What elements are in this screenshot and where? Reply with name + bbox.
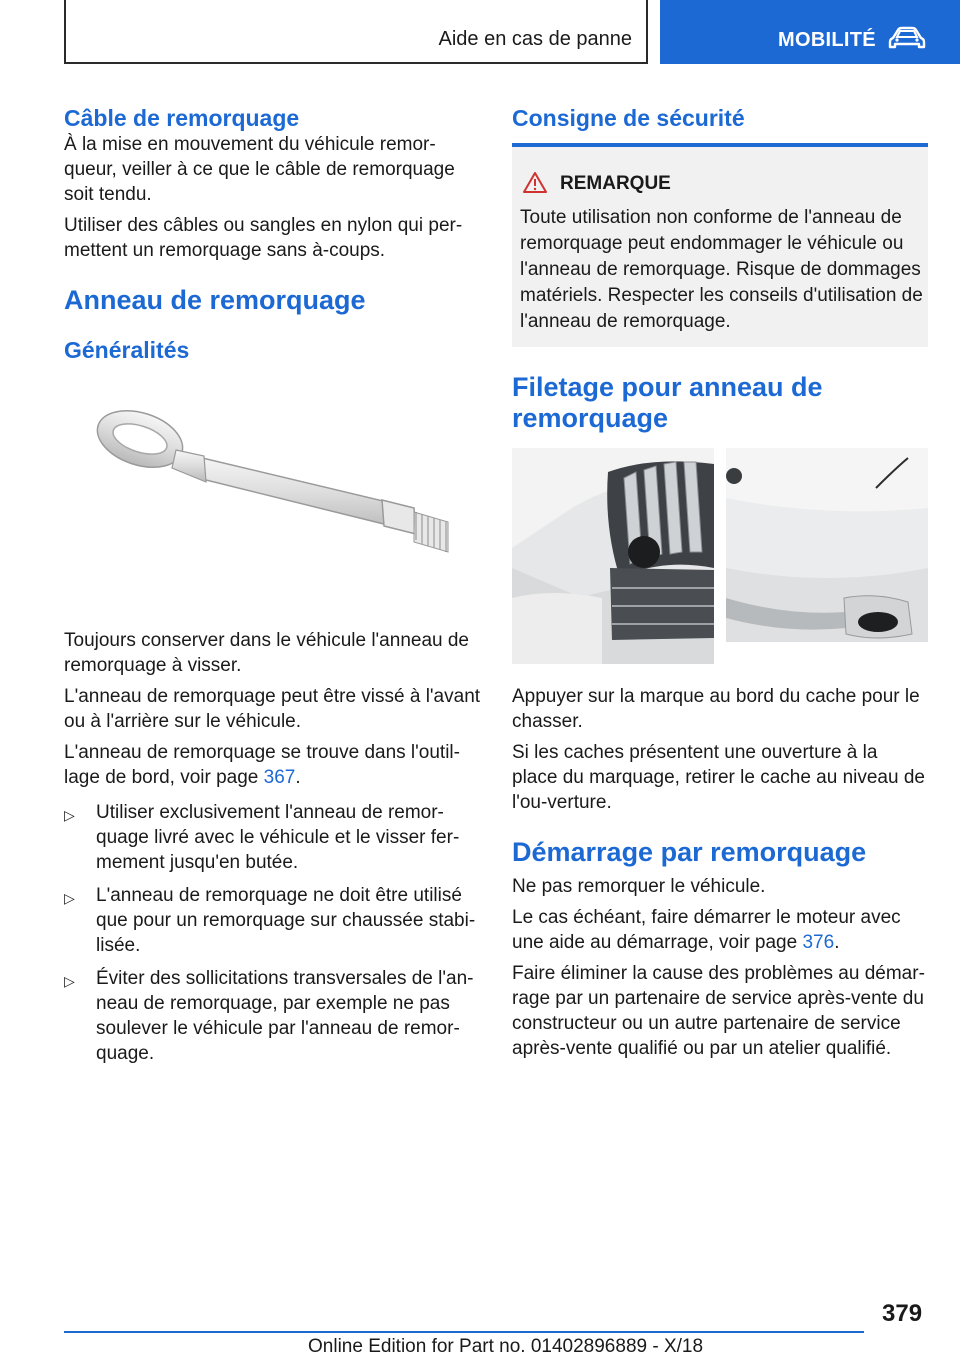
cable-paragraph-1: À la mise en mouvement du véhicule remor-queur, veiller à ce que le câble de remorquage soit tendu. bbox=[64, 134, 455, 205]
list-item bbox=[64, 966, 484, 1066]
ring-paragraph-1: Toujours conserver dans le véhicule l'anneau de remorquage à visser. bbox=[64, 630, 469, 676]
general-heading: Généralités bbox=[64, 337, 190, 363]
thread-section bbox=[512, 372, 928, 434]
tow-start-paragraph-3: Faire éliminer la cause des problèmes au démar-rage par un partenaire de service après-vente du constructeur ou un autre partenaire de service après-vente qualifié ou par un atelier qualifié. bbox=[512, 963, 925, 1059]
footer-divider bbox=[64, 1331, 864, 1333]
right-column-top bbox=[512, 104, 928, 132]
list-item-text: Éviter des sollicitations transversales de l'an-neau de remorquage, par exemple ne pas soulever le véhicule par l'anneau de remor-quage. bbox=[96, 968, 474, 1064]
safety-note-box bbox=[512, 143, 928, 347]
ring-paragraph-3 bbox=[64, 740, 484, 790]
ring-heading: Anneau de remorquage bbox=[64, 285, 366, 315]
ring-paragraph-3-end: . bbox=[295, 767, 301, 788]
cable-paragraph-2: Utiliser des câbles ou sangles en nylon qui per-mettent un remorquage sans à-coups. bbox=[64, 215, 463, 261]
rear-bumper-photo bbox=[726, 448, 928, 642]
note-text: Toute utilisation non conforme de l'anneau de remorquage peut endommager le véhicule ou l'anneau de remorquage. Risque de dommages matériels. Respecter les conseils d'utilisation de l'anneau de remorquage. bbox=[520, 207, 923, 332]
triangle-bullet-icon: ▷ bbox=[64, 807, 75, 823]
tow-start-paragraph-1: Ne pas remorquer le véhicule. bbox=[512, 876, 766, 897]
ring-paragraph-3-text: L'anneau de remorquage se trouve dans l'outil-lage de bord, voir page bbox=[64, 742, 460, 788]
tow-start-paragraph-2-text: Le cas échéant, faire démarrer le moteur avec une aide au démarrage, voir page bbox=[512, 907, 901, 953]
ring-bullet-list bbox=[64, 800, 484, 1066]
tow-ring-illustration bbox=[64, 384, 484, 604]
mobility-tab-label: MOBILITÉ bbox=[778, 29, 876, 51]
page-link-376[interactable]: 376 bbox=[802, 932, 835, 953]
triangle-bullet-icon: ▷ bbox=[64, 890, 75, 906]
note-title: REMARQUE bbox=[560, 173, 671, 194]
safety-heading: Consigne de sécurité bbox=[512, 105, 745, 131]
header-section-box bbox=[64, 0, 648, 64]
warning-triangle-icon bbox=[522, 171, 548, 194]
header-section-title: Aide en cas de panne bbox=[438, 28, 632, 50]
thread-paragraph-1: Appuyer sur la marque au bord du cache pour le chasser. bbox=[512, 686, 920, 732]
ring-paragraph-2: L'anneau de remorquage peut être vissé à l'avant ou à l'arrière sur le véhicule. bbox=[64, 686, 481, 732]
list-item-text: L'anneau de remorquage ne doit être utilisé que pour un remorquage sur chaussée stabi-lisée. bbox=[96, 885, 476, 956]
list-item-text: Utiliser exclusivement l'anneau de remor-quage livré avec le véhicule et le visser fer-mement jusqu'en butée. bbox=[96, 802, 460, 873]
front-bumper-photo bbox=[512, 448, 714, 664]
thread-paragraph-2: Si les caches présentent une ouverture à la place du marquage, retirer le cache au niveau de l'ou-verture. bbox=[512, 742, 925, 813]
car-icon bbox=[888, 26, 926, 50]
tow-start-heading: Démarrage par remorquage bbox=[512, 837, 867, 867]
page-link-367[interactable]: 367 bbox=[263, 767, 296, 788]
tow-start-paragraph-2-end: . bbox=[834, 932, 840, 953]
thread-heading: Filetage pour anneau de remorquage bbox=[512, 372, 823, 433]
page-number: 379 bbox=[882, 1300, 923, 1327]
left-column bbox=[64, 104, 484, 363]
right-column-lower bbox=[512, 684, 928, 1067]
triangle-bullet-icon: ▷ bbox=[64, 973, 75, 989]
mobility-tab[interactable] bbox=[660, 0, 960, 64]
footer-edition-text: Online Edition for Part no. 01402896889 - X/18 bbox=[308, 1336, 704, 1357]
list-item bbox=[64, 800, 484, 875]
tow-start-paragraph-2 bbox=[512, 905, 928, 955]
list-item bbox=[64, 883, 484, 958]
left-column-lower bbox=[64, 628, 484, 1074]
cable-heading: Câble de remorquage bbox=[64, 105, 300, 131]
